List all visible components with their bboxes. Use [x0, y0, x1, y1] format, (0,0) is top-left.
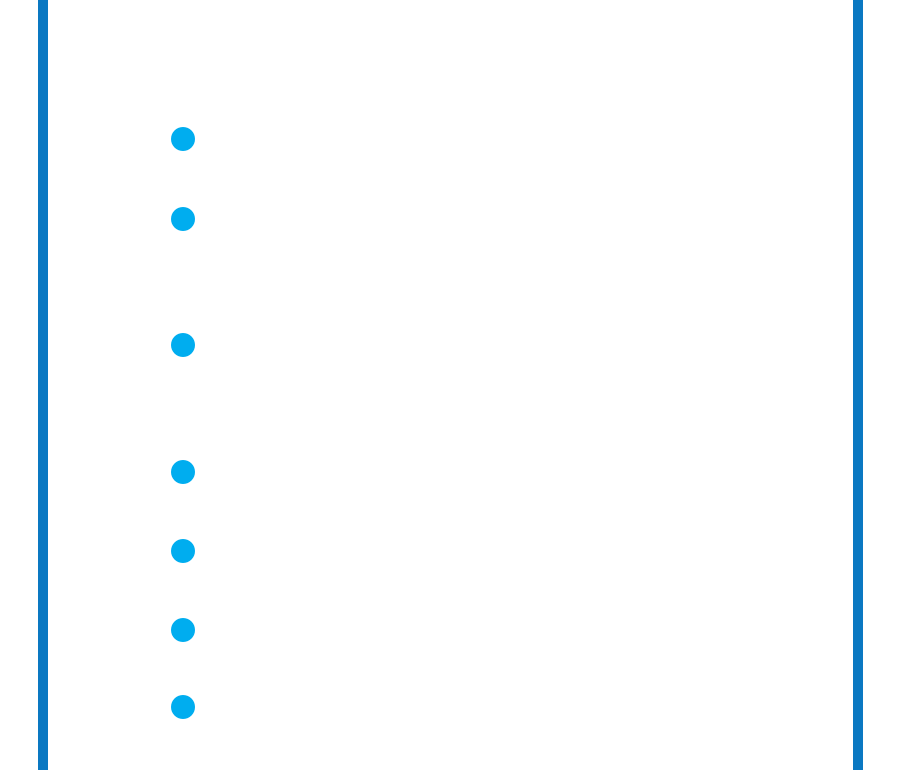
bullet-dot-icon — [171, 127, 195, 151]
left-frame-border — [38, 0, 48, 770]
bullet-dot-icon — [171, 460, 195, 484]
right-frame-border — [853, 0, 863, 770]
bullet-dot-icon — [171, 539, 195, 563]
bullet-dot-icon — [171, 695, 195, 719]
bullet-dot-icon — [171, 207, 195, 231]
bullet-dot-icon — [171, 333, 195, 357]
bullet-dot-icon — [171, 618, 195, 642]
